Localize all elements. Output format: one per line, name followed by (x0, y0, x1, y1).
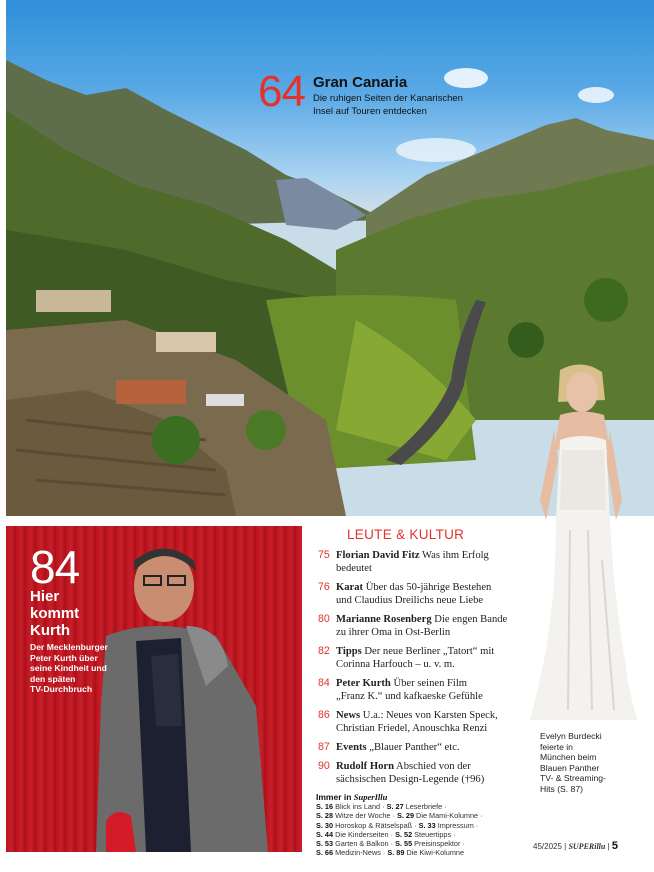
recurring-page: S. 52 (395, 829, 413, 839)
recurring-title-prefix: Immer in (316, 792, 354, 802)
recurring-section-name: Garten & Balkon · (333, 839, 396, 849)
toc-entry[interactable] (318, 549, 518, 575)
toc-page-number: 84 (318, 677, 330, 689)
hero-subtitle-line2: Insel auf Touren entdecken (312, 106, 427, 117)
magazine-brand: SUPERillu (568, 842, 606, 851)
toc-page-number: 76 (318, 581, 330, 593)
toc-entry-text (336, 760, 484, 786)
toc-entry-text (336, 581, 491, 607)
recurring-section-name: Steuertipps · (412, 829, 456, 839)
page-number: 5 (611, 840, 619, 852)
toc-entry[interactable] (318, 741, 518, 754)
toc-entry-title: Peter Kurth (336, 678, 391, 689)
recurring-page: S. 30 (316, 820, 334, 830)
toc-entry-description-line2: Christian Friedel, Anouschka Renzi (336, 723, 488, 735)
kurth-sub-line3: seine Kindheit und (30, 663, 107, 673)
recurring-page: S. 53 (316, 839, 334, 849)
caption-line1: Evelyn Burdecki (540, 731, 602, 741)
page-folio (533, 840, 618, 852)
toc-entry[interactable] (318, 677, 518, 703)
toc-entry-text (336, 741, 460, 754)
recurring-page: S. 29 (396, 811, 415, 821)
caption-line5: TV- & Streaming- (540, 773, 606, 783)
toc-entry-description-line2: Corinna Harfouch – u. v. m. (336, 659, 455, 671)
recurring-page: S. 44 (316, 829, 334, 839)
recurring-page: S. 89 (387, 848, 405, 858)
hero-subtitle-line1: Die ruhigen Seiten der Kanarischen (312, 93, 463, 104)
kurth-page-number: 84 (30, 541, 80, 593)
recurring-line (316, 811, 536, 820)
toc-entry-description: Abschied von der (393, 760, 471, 772)
hero-page-number: 64 (258, 67, 305, 116)
toc-entry-description: „Blauer Panther“ etc. (366, 742, 460, 753)
kurth-headline (30, 588, 79, 639)
recurring-title (316, 793, 536, 802)
toc-entry-description-line2: und Claudius Dreilichs neue Liebe (336, 595, 484, 607)
toc-entry-title: Karat (336, 582, 364, 593)
kurth-headline-line1: Hier (30, 588, 60, 605)
toc-entry-description: Was ihm Erfolg (419, 550, 489, 561)
hero-teaser[interactable] (258, 67, 463, 117)
kurth-sub-line2: Peter Kurth über (30, 652, 98, 663)
toc-entry-text (336, 645, 494, 671)
toc-entry-title: Florian David Fitz (336, 550, 420, 561)
recurring-section-name: Die Mami-Kolumne · (414, 811, 483, 821)
woman-in-white-gown-illustration (510, 360, 654, 730)
recurring-page: S. 66 (316, 848, 334, 858)
toc-entry[interactable] (318, 709, 518, 735)
caption-line3: München beim (540, 752, 597, 762)
toc-entry-title: Marianne Rosenberg (336, 614, 432, 625)
toc-page-number: 87 (318, 741, 330, 753)
toc-entry-text (336, 549, 489, 575)
toc-page-number: 90 (318, 759, 330, 772)
toc-entry-description: Die engen Bande (431, 614, 508, 625)
kurth-headline-line3: Kurth (30, 622, 70, 639)
recurring-section-name: Preisinspektor · (412, 839, 465, 849)
toc-entry[interactable] (318, 645, 518, 671)
toc-entry-text (336, 709, 498, 735)
folio-separator-2: | (605, 842, 612, 851)
recurring-line (316, 830, 536, 839)
kurth-feature-photo[interactable] (6, 526, 302, 852)
kurth-subline (30, 642, 108, 695)
toc-entry-description-line2: bedeutet (336, 563, 372, 575)
toc-entry[interactable] (318, 760, 518, 786)
toc-entry-title: Tipps (336, 646, 362, 657)
toc-entry-title: News (336, 710, 361, 721)
recurring-page: S. 28 (316, 811, 334, 821)
issue-number: 45/2025 (533, 842, 562, 851)
recurring-page: S. 55 (395, 839, 413, 849)
kurth-sub-line5: TV-Durchbruch (30, 684, 93, 694)
kurth-sub-line4: den späten (30, 673, 76, 684)
recurring-section-name: Medizin-News · (333, 848, 388, 858)
toc-entry-text (336, 677, 483, 703)
recurring-line (316, 839, 536, 848)
recurring-sections (316, 793, 536, 857)
toc-entry-description-line2: sächsischen Design-Legende (†96) (336, 774, 485, 785)
toc-entry-description: Über das 50-jährige Bestehen (363, 582, 492, 593)
folio-separator: | (561, 842, 569, 851)
recurring-section-name: Die Kiwi-Kolumne (404, 848, 465, 858)
toc-entry[interactable] (318, 613, 518, 639)
caption-line2: feierte in (540, 741, 573, 752)
kurth-headline-line2: kommt (30, 605, 80, 622)
toc-entry-title: Events (336, 742, 367, 753)
recurring-section-name: Die Kinderseiten · (333, 829, 396, 839)
recurring-line (316, 821, 536, 830)
toc-page-number: 86 (318, 709, 330, 721)
toc-entry[interactable] (318, 581, 518, 607)
recurring-page: S. 27 (386, 802, 404, 812)
toc-page-number: 75 (318, 549, 330, 561)
caption-line4: Blauen Panther (540, 762, 600, 773)
table-of-contents (318, 549, 518, 792)
section-title: LEUTE & KULTUR (347, 527, 465, 542)
recurring-section-name: Horoskop & Rätselspaß · (333, 820, 419, 830)
recurring-section-name: Witze der Woche · (333, 811, 397, 821)
kurth-sub-line1: Der Mecklenburger (30, 642, 108, 652)
recurring-page: S. 16 (316, 802, 334, 812)
toc-entry-description: Über seinen Film (390, 678, 468, 689)
recurring-section-name: Impressum · (435, 820, 479, 830)
caption-line6: Hits (S. 87) (540, 783, 583, 794)
toc-entry-description: U.a.: Neues von Karsten Speck, (360, 710, 498, 721)
toc-entry-description-line2: zu ihrer Oma in Ost-Berlin (336, 627, 451, 639)
recurring-section-name: Blick ins Land · (333, 802, 387, 812)
recurring-line (316, 848, 536, 857)
recurring-page: S. 33 (418, 820, 436, 830)
woman-photo[interactable] (510, 360, 654, 730)
toc-entry-title: Rudolf Horn (336, 760, 394, 772)
toc-page-number: 82 (318, 645, 330, 657)
photo-caption (540, 731, 606, 794)
recurring-title-brand: SuperIllu (353, 792, 388, 802)
recurring-section-name: Leserbriefe · (403, 802, 447, 812)
recurring-line (316, 802, 536, 811)
toc-entry-description: Der neue Berliner „Tatort“ mit (361, 646, 495, 657)
toc-entry-text (336, 613, 507, 639)
hero-title: Gran Canaria (312, 74, 408, 91)
toc-page-number: 80 (318, 613, 330, 625)
toc-entry-description-line2: „Franz K.“ und kafkaeske Gefühle (336, 691, 483, 703)
